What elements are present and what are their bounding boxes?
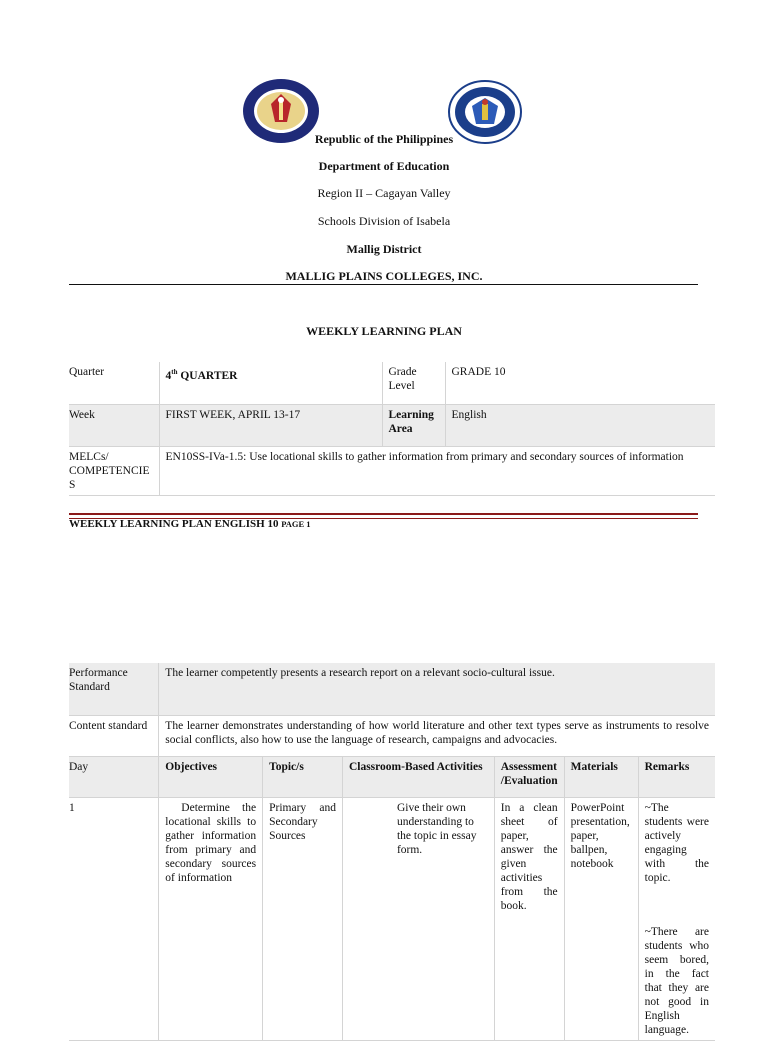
week-row — [69, 404, 715, 446]
day-1-topics: Primary and Secondary Sources — [263, 797, 343, 1040]
header-region: Region II – Cagayan Valley — [317, 186, 451, 200]
day-1-activities: Give their own understanding to the topic in essay form. — [342, 797, 494, 1040]
info-table — [69, 362, 715, 496]
header-assessment: Assessment /Evaluation — [494, 756, 564, 797]
grade-level-label: Grade Level — [382, 362, 445, 404]
quarter-label: Quarter — [69, 366, 105, 378]
header-divider — [69, 284, 698, 285]
header-day: Day — [69, 760, 89, 773]
header-topics: Topic/s — [263, 756, 343, 797]
day-1-materials: PowerPoint presentation, paper, ballpen, notebook — [564, 797, 638, 1040]
performance-standard-row — [69, 663, 715, 715]
plan-header-row — [69, 756, 715, 797]
performance-standard-value: The learner competently presents a research report on a relevant socio-cultural issue. — [159, 663, 715, 715]
header-school-name: MALLIG PLAINS COLLEGES, INC. — [285, 269, 483, 283]
grade-level-value: GRADE 10 — [445, 362, 715, 404]
header-division: Schools Division of Isabela — [317, 214, 451, 228]
week-value: FIRST WEEK, APRIL 13-17 — [159, 404, 382, 446]
header-activities: Classroom-Based Activities — [342, 756, 494, 797]
performance-standard-label: Performance Standard — [69, 667, 128, 693]
document-title: WEEKLY LEARNING PLAN — [306, 324, 462, 338]
header-objectives: Objectives — [159, 756, 263, 797]
header-department: Department of Education — [318, 159, 450, 173]
melcs-row — [69, 446, 715, 495]
melcs-value: EN10SS-IVa-1.5: Use locational skills to gather information from primary and secondary sources of information — [159, 446, 715, 495]
melcs-label: MELCs/ COMPETENCIE S — [69, 450, 150, 491]
day-1-remark-1: ~The students were actively engaging with the topic. — [644, 801, 709, 884]
learning-area-value: English — [445, 404, 715, 446]
header-remarks: Remarks — [638, 756, 715, 797]
day-1-remark-2: ~There are students who seem bored, in the fact that they are not good in English language. — [644, 925, 709, 1036]
day-1-objectives: Determine the locational skills to gather information from primary and secondary sources of information — [159, 797, 263, 1040]
content-standard-value: The learner demonstrates understanding of how world literature and other text types serve as instruments to resolve social conflicts, also how to use the language of research, campaigns and advocacies. — [159, 715, 715, 756]
week-label: Week — [69, 408, 95, 421]
quarter-value: 4th QUARTER — [159, 362, 382, 404]
learning-area-label: Learning Area — [382, 404, 445, 446]
content-standard-label: Content standard — [69, 719, 148, 732]
footer-text: WEEKLY LEARNING PLAN ENGLISH 10 PAGE 1 — [69, 518, 311, 530]
day-1-assessment: In a clean sheet of paper, answer the given activities from the book. — [494, 797, 564, 1040]
header-district: Mallig District — [346, 242, 422, 256]
plan-table — [69, 663, 715, 1041]
header-republic: Republic of the Philippines — [314, 132, 454, 146]
content-standard-row — [69, 715, 715, 756]
day-1-remarks — [638, 797, 715, 1040]
day-1-row — [69, 797, 715, 1040]
quarter-row — [69, 362, 715, 404]
day-1-number: 1 — [69, 801, 75, 814]
header-materials: Materials — [564, 756, 638, 797]
